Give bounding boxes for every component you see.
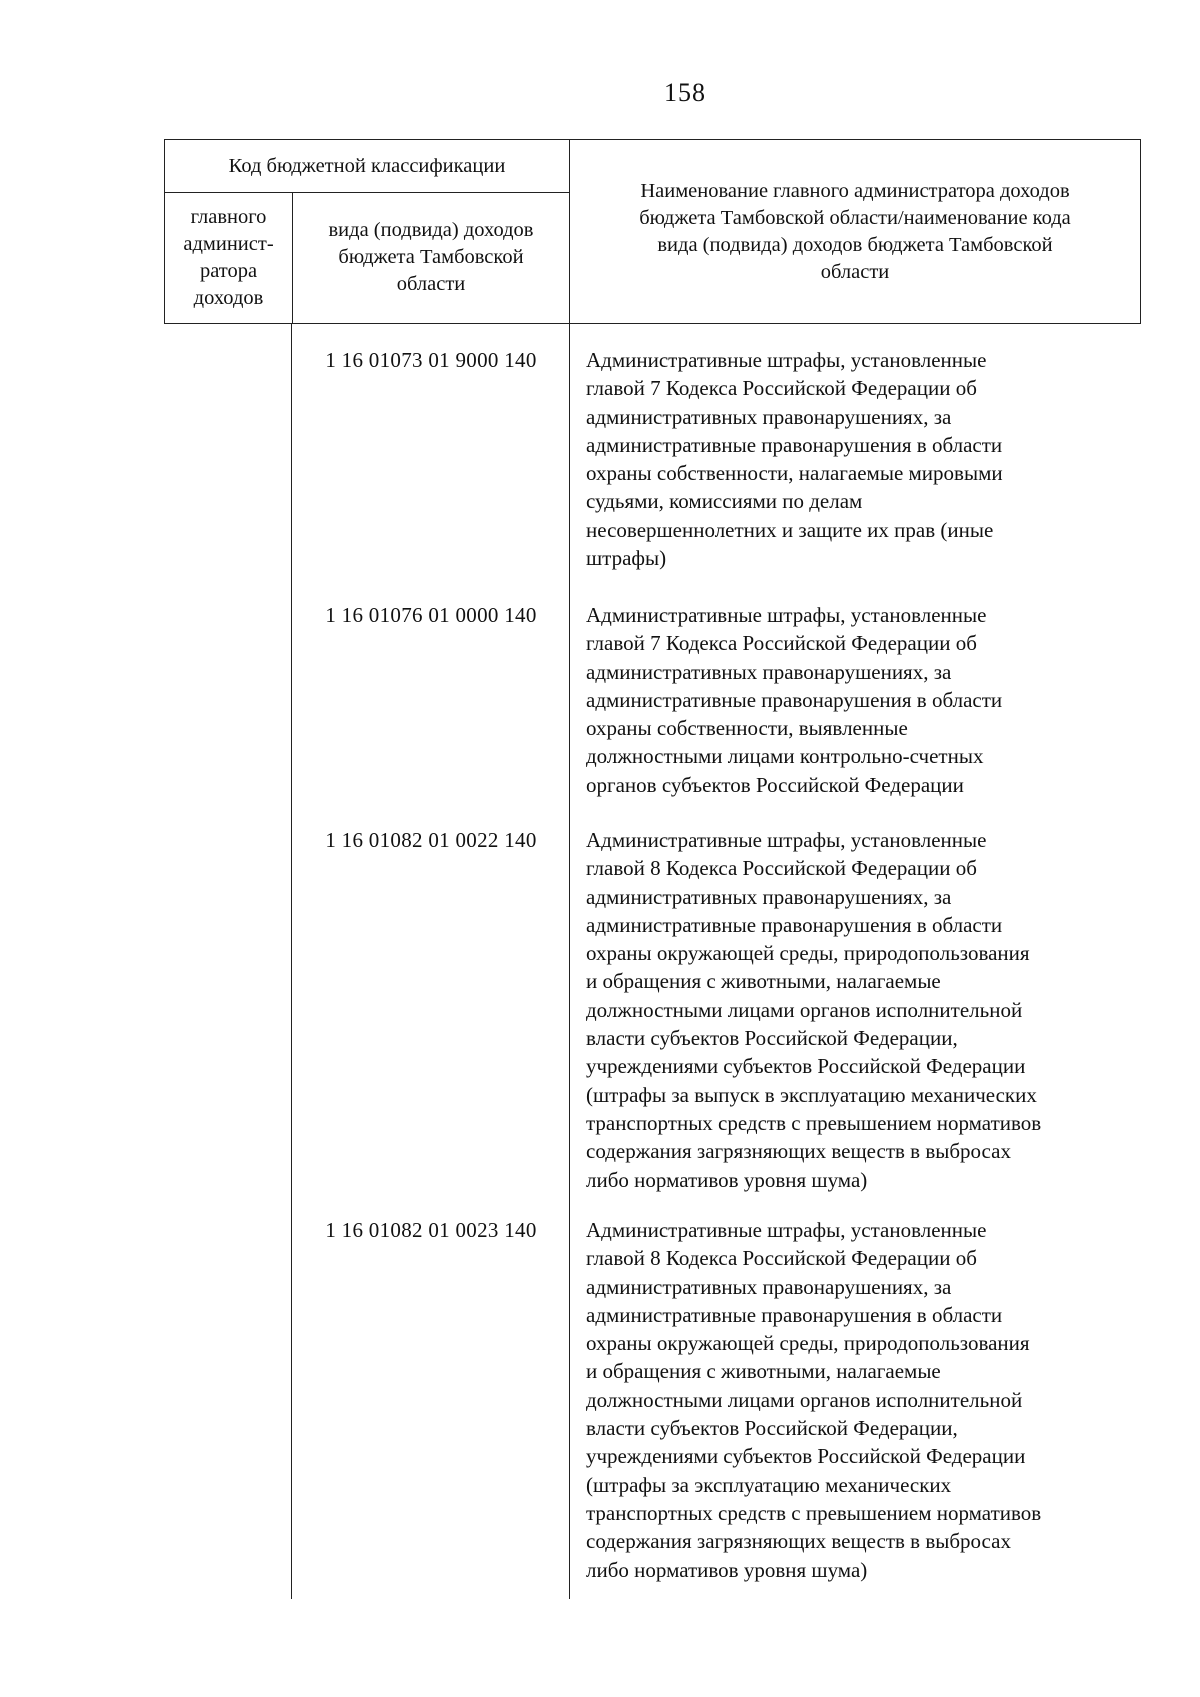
row-description: Административные штрафы, установленные главой 8 Кодекса Российской Федерации об административных правонарушениях, за административные правонарушения в области охраны окружающей среды, природопользования и обращения с животными, налагаемые должностными лицами органов исполнительной власти субъектов Российской Федерации, учреждениями субъектов Российской Федерации (штрафы за выпуск в эксплуатацию механических транспортных средств с превышением нормативов содержания загрязняющих веществ в выбросах либо нормативов уровня шума) bbox=[586, 828, 1042, 1192]
row-code: 1 16 01073 01 9000 140 bbox=[325, 348, 537, 372]
header-group-title: Код бюджетной классификации bbox=[228, 154, 506, 177]
column-divider-right bbox=[569, 324, 570, 1599]
row-description: Административные штрафы, установленные главой 7 Кодекса Российской Федерации об административных правонарушениях, за административные правонарушения в области охраны собственности, налагаемые мировыми судьями, комиссиями по делам несовершеннолетних и защите их прав (иные штрафы) bbox=[586, 348, 1003, 571]
row-code: 1 16 01076 01 0000 140 bbox=[325, 603, 537, 627]
table-header bbox=[164, 139, 1141, 324]
row-description: Административные штрафы, установленные главой 7 Кодекса Российской Федерации об административных правонарушениях, за административные правонарушения в области охраны собственности, выявленные должностными лицами контрольно-счетных органов субъектов Российской Федерации bbox=[586, 603, 1003, 797]
page-number: 158 bbox=[664, 78, 706, 107]
header-kind-column: вида (подвида) доходов бюджета Тамбовской области bbox=[328, 219, 534, 295]
header-name-column: Наименование главного администратора доходов бюджета Тамбовской области/наименование кода вида (подвида) доходов бюджета Тамбовской области bbox=[639, 179, 1071, 283]
row-code: 1 16 01082 01 0023 140 bbox=[325, 1218, 537, 1242]
row-code: 1 16 01082 01 0022 140 bbox=[325, 828, 537, 852]
column-divider-left bbox=[291, 324, 292, 1599]
header-admin-column: главного админист- ратора доходов bbox=[183, 205, 274, 309]
row-description: Административные штрафы, установленные главой 8 Кодекса Российской Федерации об административных правонарушениях, за административные правонарушения в области охраны окружающей среды, природопользования и обращения с животными, налагаемые должностными лицами органов исполнительной власти субъектов Российской Федерации, учреждениями субъектов Российской Федерации (штрафы за эксплуатацию механических транспортных средств с превышением нормативов содержания загрязняющих веществ в выбросах либо нормативов уровня шума) bbox=[586, 1218, 1042, 1582]
